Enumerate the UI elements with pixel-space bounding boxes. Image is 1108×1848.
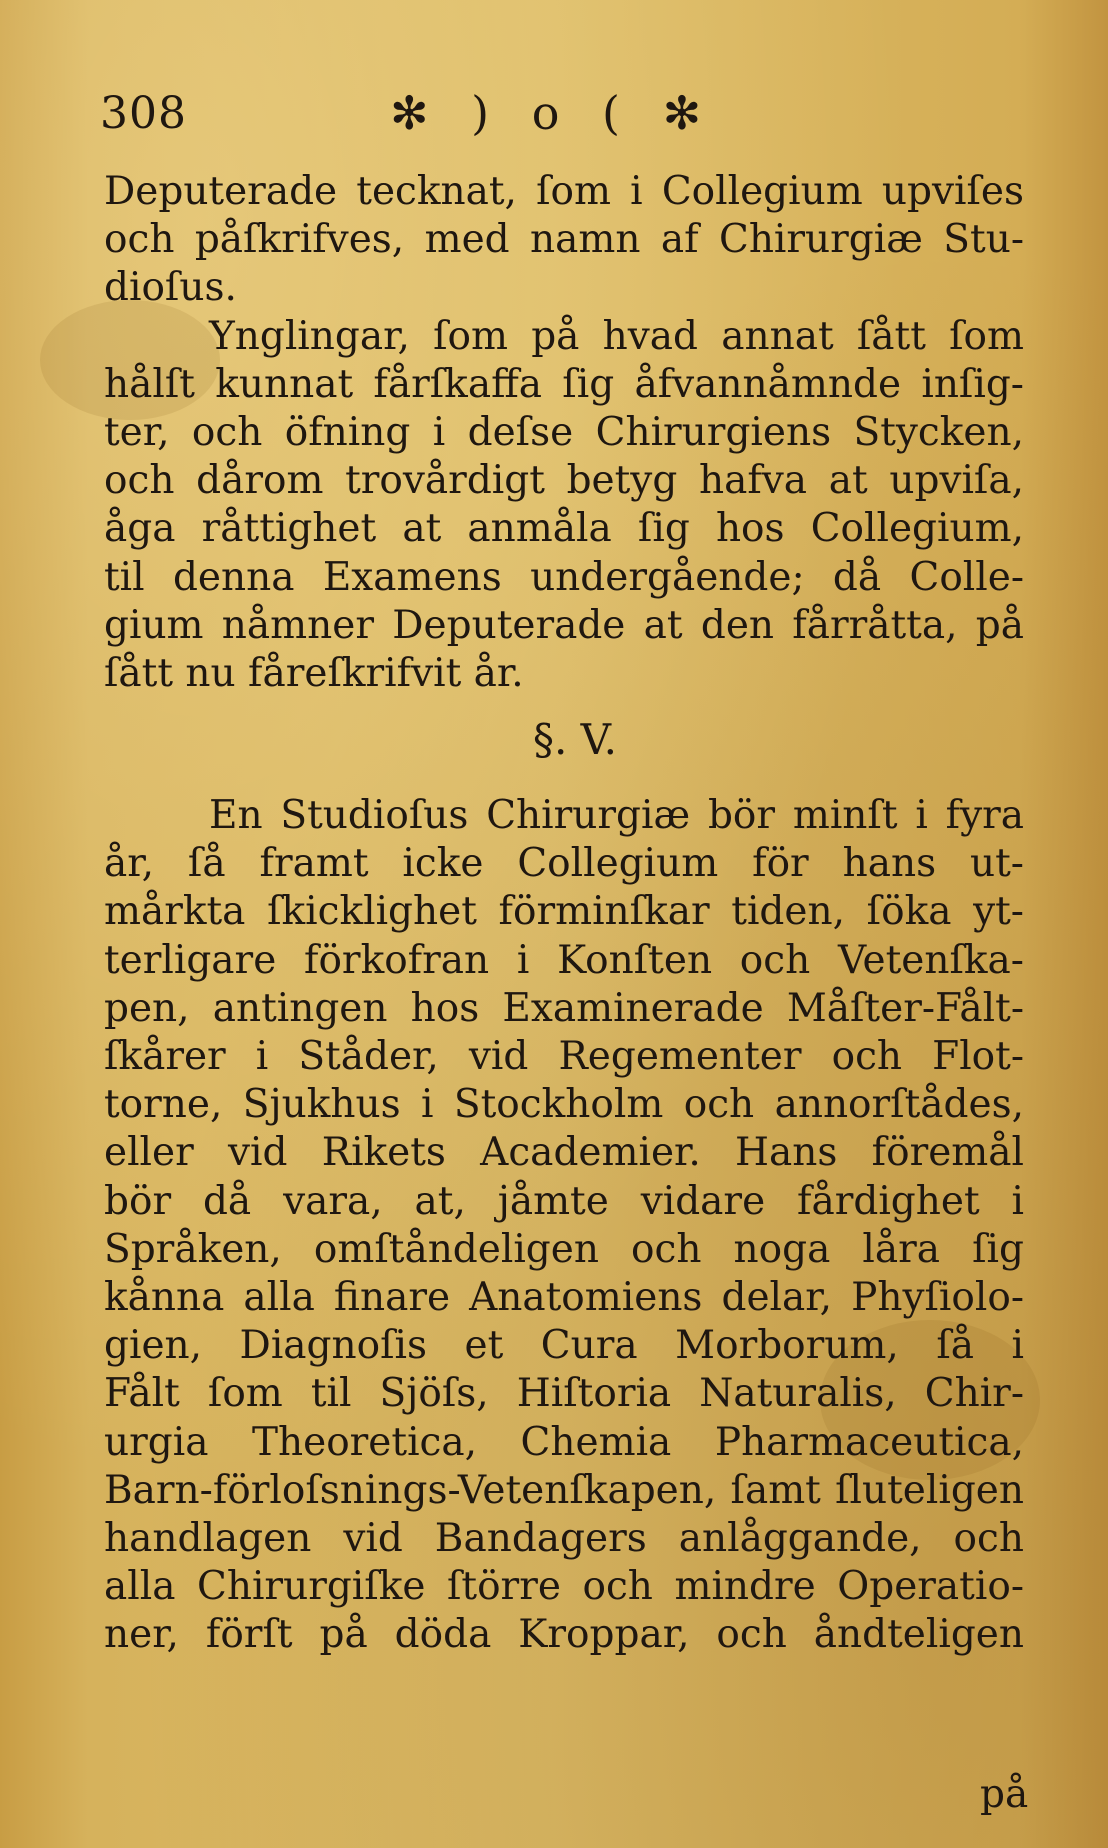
text-line: Deputerade tecknat, ſom i Collegium upviſes	[104, 169, 1024, 214]
text-line: ner, förſt på döda Kroppar, och åndteligen	[104, 1612, 1024, 1658]
page-number: 308	[100, 88, 187, 139]
text-line: alla Chirurgiſke ſtörre och mindre Operatio-	[104, 1564, 1024, 1610]
text-line: år, ſå framt icke Collegium för hans ut-	[104, 841, 1024, 887]
text-line: ter, och öfning i deſse Chirurgiens Stycken,	[104, 409, 1024, 455]
paragraph-1	[104, 168, 1024, 313]
text-line: och påſkrifves, med namn af Chirurgiæ Stu-	[104, 217, 1024, 263]
text-line: och dårom trovårdigt betyg hafva at upviſa,	[104, 458, 1024, 504]
text-line: til denna Examens undergående; då Colle-	[104, 554, 1024, 600]
text-line: kånna alla finare Anatomiens delar, Phyſiolo-	[104, 1274, 1024, 1320]
text-line: hålſt kunnat fårſkaffa ſig åfvannåmnde inſig-	[104, 361, 1024, 407]
text-line: torne, Sjukhus i Stockholm och annorſtådes,	[104, 1082, 1024, 1128]
text-line: ſkårer i Ståder, vid Regementer och Flot-	[104, 1034, 1024, 1079]
text-line: Språken, omſtåndeligen och noga låra ſig	[104, 1226, 1024, 1272]
text-line: handlagen vid Bandagers anlåggande, och	[104, 1515, 1024, 1561]
paragraph-2	[104, 313, 1024, 699]
text-line: pen, antingen hos Examinerade Måſter-Fålt-	[104, 985, 1024, 1031]
text-line: Barn-förloſsnings-Vetenſkapen, ſamt ſluteligen	[104, 1467, 1024, 1513]
running-head-ornament: ✻ ) o ( ✻	[390, 86, 716, 140]
text-line: gien, Diagnoſis et Cura Morborum, ſå i	[104, 1323, 1024, 1369]
text-line: eller vid Rikets Academier. Hans föremål	[104, 1130, 1024, 1176]
paragraph-3	[104, 792, 1024, 1659]
text-line: En Studioſus Chirurgiæ bör minſt i fyra	[209, 793, 1024, 839]
page-header	[100, 88, 1020, 148]
section-heading: §. V.	[532, 715, 618, 765]
catchword: på	[980, 1772, 1029, 1817]
text-line: mårkta ſkicklighet förminſkar tiden, ſöka yt-	[104, 889, 1024, 935]
text-line: åga råttighet at anmåla ſig hos Collegium,	[104, 506, 1024, 552]
text-line: Fålt ſom til Sjöſs, Hiſtoria Naturalis, Chir-	[104, 1371, 1024, 1417]
body-text	[104, 168, 1024, 1659]
text-line: Ynglingar, ſom på hvad annat ſått ſom	[209, 313, 1024, 359]
text-line: ſått nu fåreſkrifvit år.	[104, 650, 524, 696]
text-line: bör då vara, at, jåmte vidare fårdighet i	[104, 1178, 1024, 1224]
text-line: dioſus.	[104, 265, 237, 311]
text-line: gium nåmner Deputerade at den fårråtta, på	[104, 602, 1024, 648]
text-line: terligare förkofran i Konſten och Vetenſka-	[104, 937, 1024, 983]
text-line: urgia Theoretica, Chemia Pharmaceutica,	[104, 1419, 1024, 1465]
